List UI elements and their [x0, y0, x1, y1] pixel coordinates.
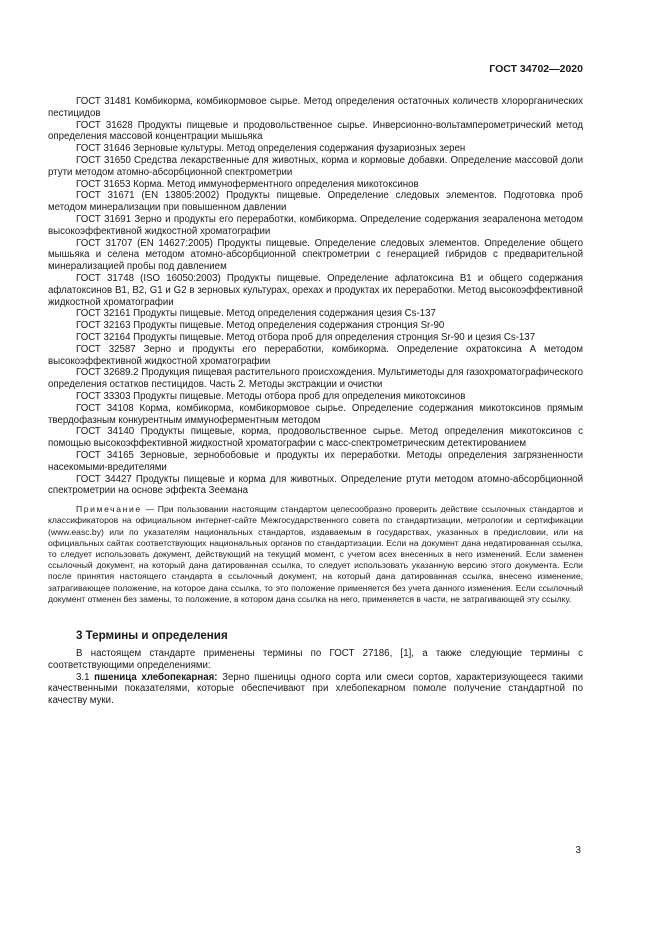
reference-item: ГОСТ 32689.2 Продукция пищевая растительного происхождения. Мультиметоды для газохроматографического определения остатков пестицидов. Часть 2. Методы экстракции и очистки: [48, 367, 583, 391]
reference-item: ГОСТ 31481 Комбикорма, комбикормовое сырье. Метод определения остаточных количеств хлорорганических пестицидов: [48, 96, 583, 119]
term-definition-paragraph: [48, 672, 583, 707]
reference-item: ГОСТ 31707 (EN 14627:2005) Продукты пищевые. Определение следовых элементов. Определение общего мышьяка и селена методом атомно-абсорбционной спектрометрии с генерацией гибридов с предварительной минерализацией пробы под давлением: [48, 237, 583, 273]
page-content: [48, 96, 583, 707]
reference-item: ГОСТ 33303 Продукты пищевые. Методы отбора проб для определения микотоксинов: [76, 390, 466, 402]
reference-item: ГОСТ 32164 Продукты пищевые. Метод отбора проб для определения стронция Sr-90 и цезия Cs-137: [76, 331, 536, 343]
note-text: — При пользовании настоящим стандартом целесообразно проверить действие ссылочных стандартов и классификаторов на официальном интернет-сайте Межгосударственного совета по стандартизации, метрологии и сертификации (www.easc.by) или по указателям национальных стандартов, издаваемым в государствах, указанных в предисловии, или на официальных сайтах соответствующих национальных органов по стандартизации. Если на документ дана недатированная ссылка, то следует использовать документ, действующий на текущий момент, с учетом всех внесенных в него изменений. Если заменен ссылочный документ, на который дана датированная ссылка, то следует использовать указанную версию этого документа. Если после принятия настоящего стандарта в ссылочный документ, на который дана датированная ссылка, внесено изменение, затрагивающее положение, на которое дана ссылка, то это положение применяется без учета данного изменения. Если ссылочный документ отменен без замены, то положение, в котором дана ссылка на него, применяется в части, не затрагивающей эту ссылку.: [48, 504, 583, 604]
reference-item: ГОСТ 34108 Корма, комбикорма, комбикормовое сырье. Определение содержания микотоксинов прямым твердофазным конкурентным иммуноферментным методом: [48, 402, 583, 426]
reference-item: ГОСТ 32587 Зерно и продукты его переработки, комбикорма. Определение охратоксина А методом высокоэффективной жидкостной хроматографии: [48, 343, 583, 367]
reference-item: ГОСТ 34140 Продукты пищевые, корма, продовольственное сырье. Метод определения микотоксинов с помощью высокоэффективной жидкостной хроматографии с масс-спектрометрическим детектированием: [48, 426, 583, 450]
reference-item: ГОСТ 31691 Зерно и продукты его переработки, комбикорма. Определение содержания зеараленона методом высокоэффективной жидкостной хроматографии: [48, 213, 583, 237]
document-code-header: ГОСТ 34702—2020: [489, 63, 583, 75]
note-paragraph: [48, 504, 583, 605]
page-number: 3: [575, 845, 581, 856]
term-number: 3.1: [76, 671, 95, 683]
term-definition: Зерно пшеницы одного сорта или смеси сортов, характеризующееся такими качественными показателями, которые обеспечивают при хлебопекарном помоле получение стандартной по качеству муки.: [48, 671, 584, 707]
reference-item: ГОСТ 31650 Средства лекарственные для животных, корма и кормовые добавки. Определение массовой доли ртути методом атомно-абсорбционной спектрометрии: [48, 154, 583, 178]
section-heading: 3 Термины и определения: [76, 628, 228, 642]
section-intro: В настоящем стандарте применены термины по ГОСТ 27186, [1], а также следующие термины с соответствующими определениями:: [48, 647, 583, 671]
note-label: Примечание: [76, 504, 142, 515]
reference-item: ГОСТ 31748 (ISO 16050:2003) Продукты пищевые. Определение афлатоксина В1 и общего содержания афлатоксинов В1, В2, G1 и G2 в зерновых культурах, орехах и продуктах их переработки. Метод высокоэффективной жидкостной хроматографии: [48, 272, 583, 308]
normative-references-list: [48, 96, 583, 497]
term-name: пшеница хлебопекарная:: [94, 671, 218, 683]
reference-item: ГОСТ 31646 Зерновые культуры. Метод определения содержания фузариозных зерен: [76, 143, 466, 155]
reference-item: ГОСТ 31671 (EN 13805:2002) Продукты пищевые. Определение следовых элементов. Подготовка проб методом минерализации при повышенном давлении: [48, 190, 583, 214]
reference-item: ГОСТ 34165 Зерновые, зернобобовые и продукты их переработки. Методы определения загрязненности насекомыми-вредителями: [48, 449, 583, 473]
reference-item: ГОСТ 34427 Продукты пищевые и корма для животных. Определение ртути методом атомно-абсорбционной спектрометрии на основе эффекта Зеемана: [48, 473, 583, 497]
reference-item: ГОСТ 31653 Корма. Метод иммуноферментного определения микотоксинов: [76, 178, 419, 190]
reference-item: ГОСТ 32161 Продукты пищевые. Метод определения содержания цезия Cs-137: [76, 308, 436, 320]
reference-item: ГОСТ 32163 Продукты пищевые. Метод определения содержания стронция Sr-90: [76, 320, 445, 332]
reference-item: ГОСТ 31628 Продукты пищевые и продовольственное сырье. Инверсионно-вольтамперометрический метод определения массовой концентрации мышьяка: [48, 119, 583, 143]
